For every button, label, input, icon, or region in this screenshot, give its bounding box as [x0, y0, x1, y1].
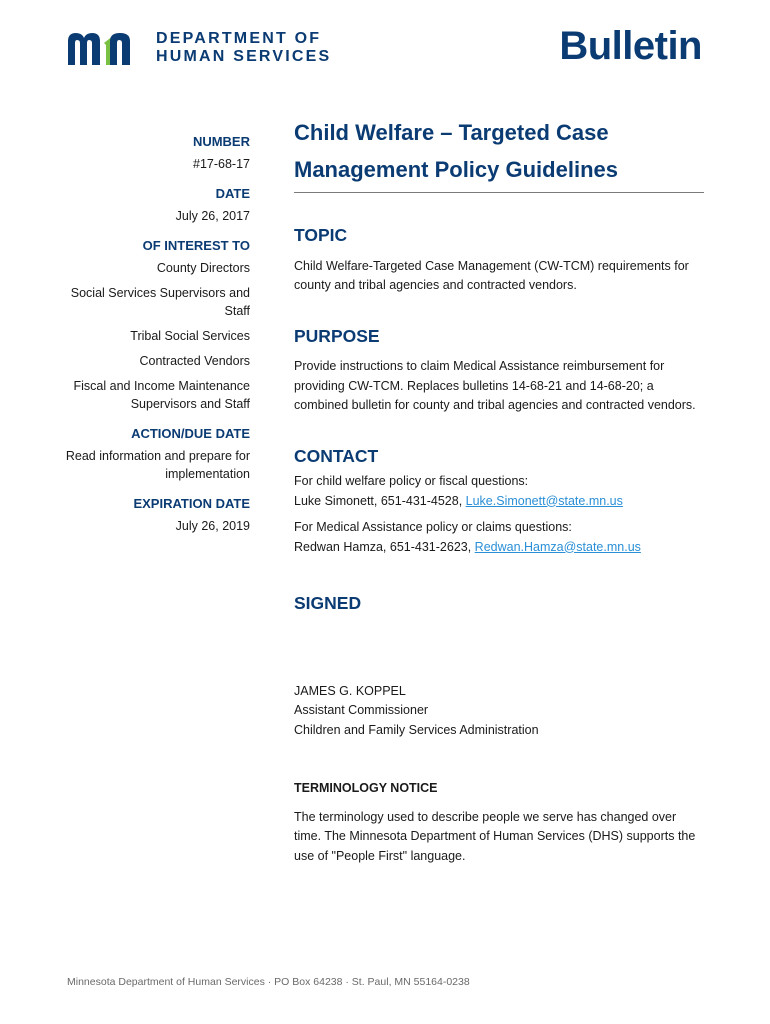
topic-heading: TOPIC: [294, 225, 348, 245]
org-name: [156, 30, 331, 66]
metadata-sidebar: [62, 133, 250, 535]
terminology-body: The terminology used to describe people we serve has changed over time. The Minnesota Department of Human Services (DHS) supports the use of "People First" language.: [294, 809, 696, 863]
purpose-body: Provide instructions to claim Medical Assistance reimbursement for providing CW-TCM. Replaces bulletins 14-68-21 and 14-68-20; a combined bulletin for county and tribal agencies and contracted vendors.: [294, 359, 696, 412]
contact2-email-link[interactable]: Redwan.Hamza@state.mn.us: [474, 539, 641, 554]
contact1-name: Luke Simonett, 651-431-4528,: [294, 493, 466, 508]
signature-block: [294, 682, 704, 741]
org-name-line2: HUMAN SERVICES: [156, 48, 332, 65]
mn-logo-icon: [66, 31, 144, 65]
topic-body: Child Welfare-Targeted Case Management (CW-TCM) requirements for county and tribal agencies and contracted vendors.: [294, 258, 689, 292]
expiration-label: EXPIRATION DATE: [133, 496, 250, 511]
interest-label: OF INTEREST TO: [142, 238, 250, 253]
doc-type-heading: Bulletin: [559, 24, 702, 68]
contact-heading: CONTACT: [294, 445, 379, 466]
action-value: Read information and prepare for implementation: [65, 449, 250, 481]
contact2-intro: For Medical Assistance policy or claims questions:: [294, 520, 572, 534]
footer-address: Minnesota Department of Human Services · PO Box 64238 · St. Paul, MN 55164-0238: [67, 976, 470, 988]
contact2-name: Redwan Hamza, 651-431-2623,: [294, 539, 475, 554]
contact1-intro: For child welfare policy or fiscal questions:: [294, 474, 529, 488]
interest-item: Fiscal and Income Maintenance Supervisors and Staff: [73, 379, 250, 411]
interest-item: County Directors: [156, 261, 250, 275]
signer-title: Assistant Commissioner: [294, 703, 429, 717]
interest-item: Social Services Supervisors and Staff: [70, 286, 250, 318]
contact1-line: [294, 492, 704, 512]
contact2-line: [294, 538, 704, 558]
action-label: ACTION/DUE DATE: [131, 426, 250, 441]
document-title: Child Welfare – Targeted Case Management Policy Guidelines: [294, 114, 704, 193]
date-value: July 26, 2017: [175, 209, 250, 223]
date-label: DATE: [215, 186, 250, 201]
org-name-line1: DEPARTMENT OF: [156, 30, 322, 47]
contact1-email-link[interactable]: Luke.Simonett@state.mn.us: [465, 493, 623, 508]
terminology-heading: TERMINOLOGY NOTICE: [294, 781, 438, 795]
interest-item: Tribal Social Services: [130, 329, 250, 343]
number-label: NUMBER: [192, 134, 250, 149]
signer-dept: Children and Family Services Administration: [294, 722, 539, 737]
interest-item: Contracted Vendors: [139, 354, 250, 368]
expiration-value: July 26, 2019: [175, 519, 250, 533]
number-value: #17-68-17: [193, 157, 250, 171]
purpose-heading: PURPOSE: [294, 325, 380, 346]
main-content: [294, 114, 704, 866]
signer-name: JAMES G. KOPPEL: [294, 683, 406, 698]
dhs-logo: [66, 28, 331, 68]
signed-heading: SIGNED: [294, 593, 362, 613]
